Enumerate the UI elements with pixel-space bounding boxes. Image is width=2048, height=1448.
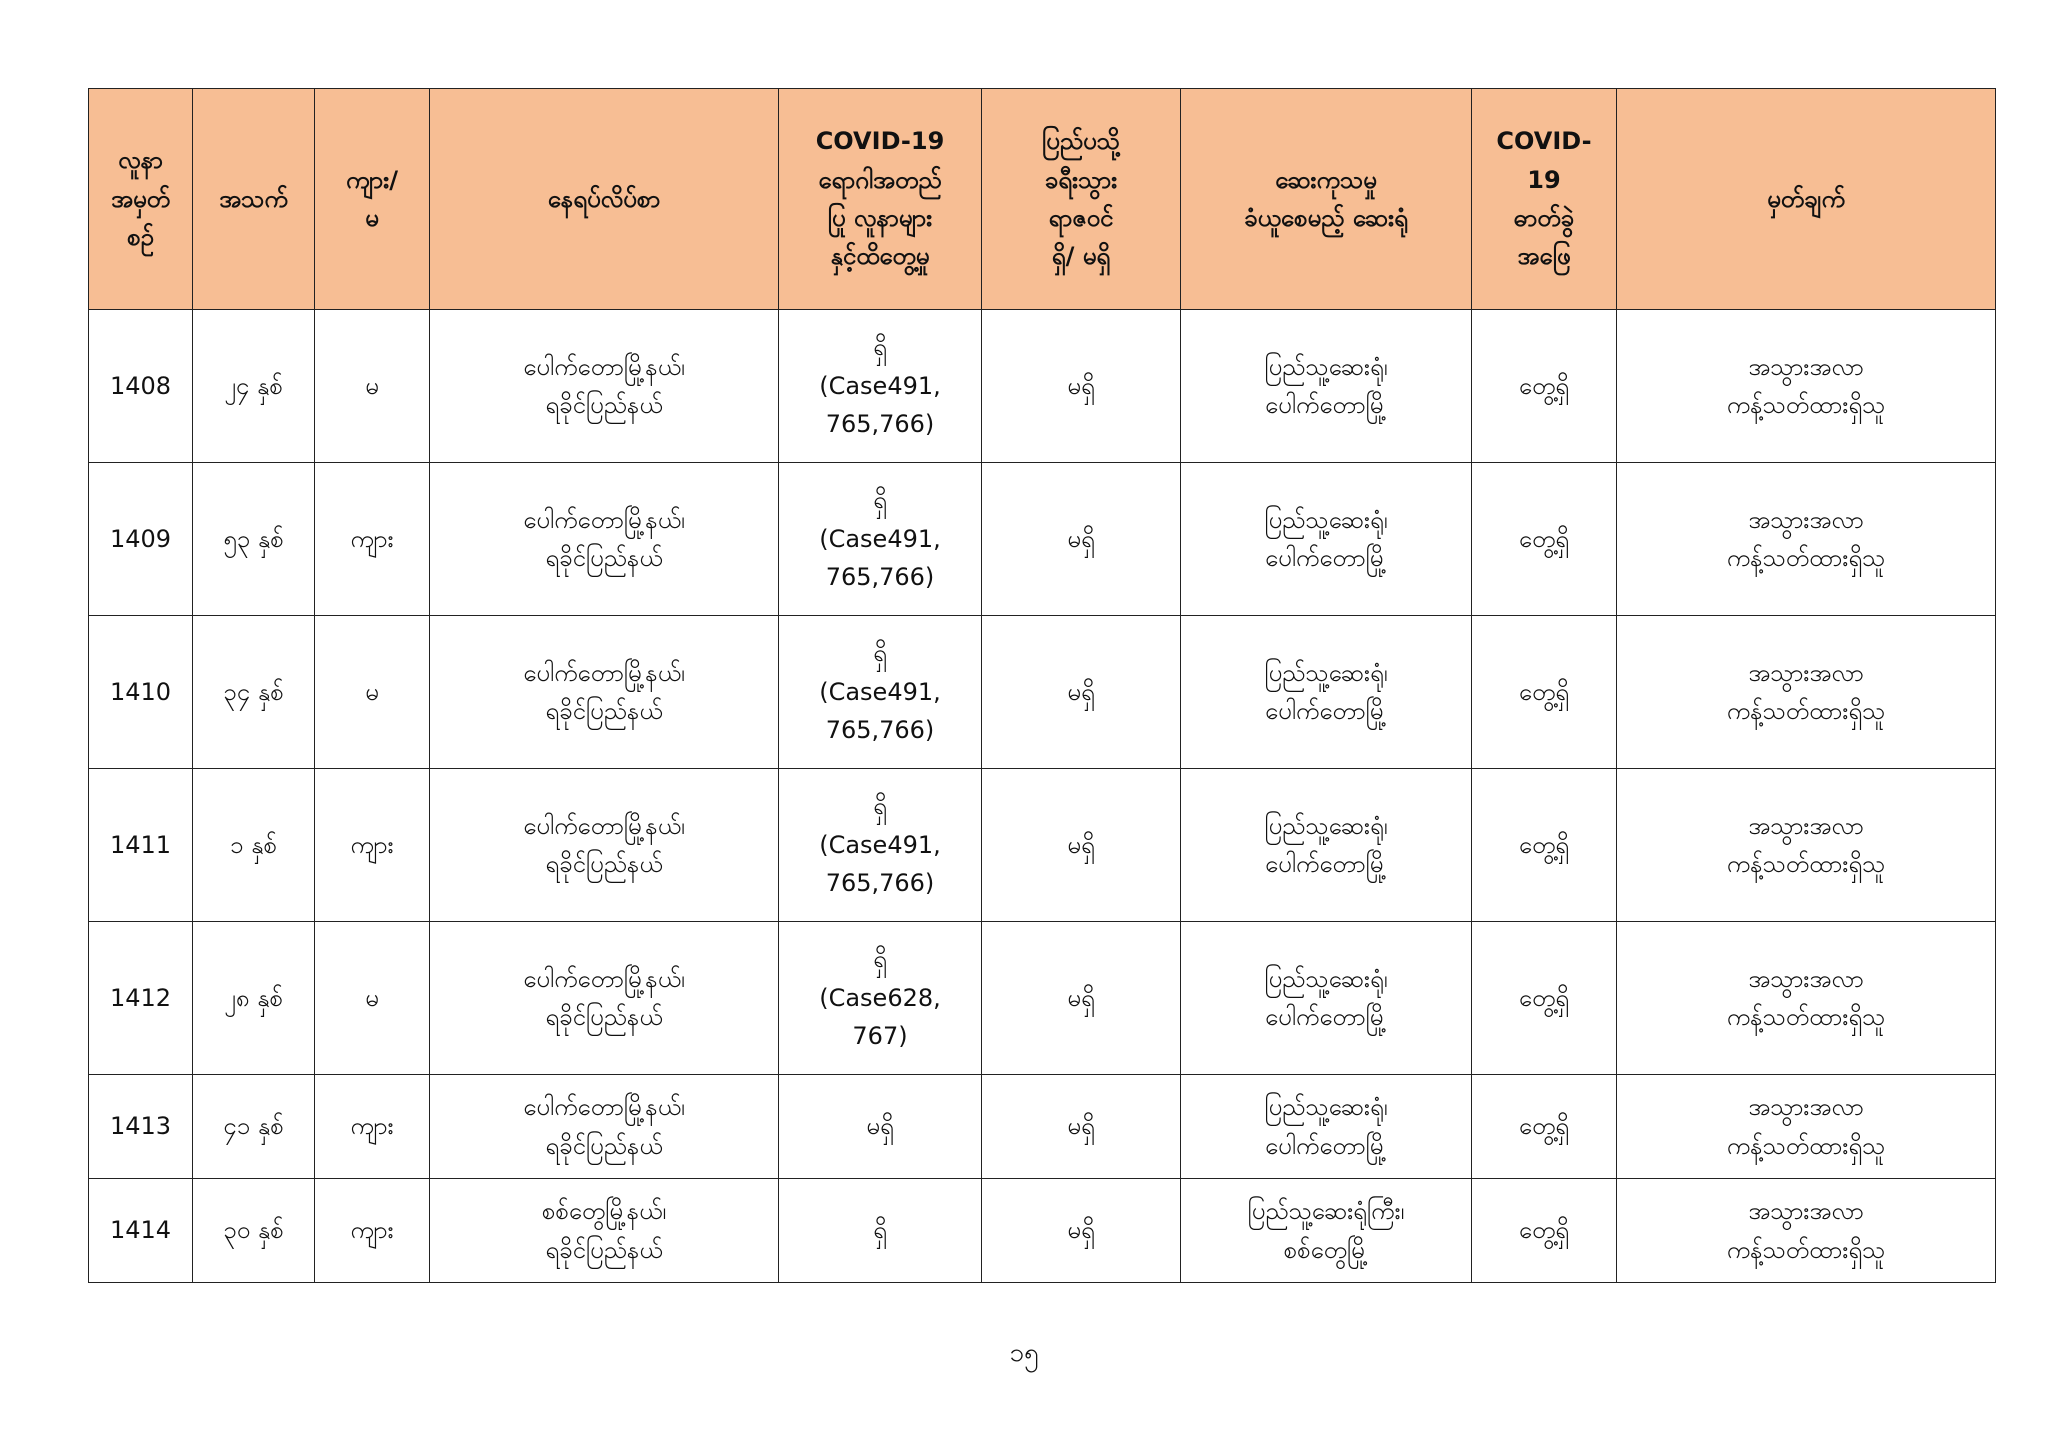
cell-lab-result: တွေ့ရှိ <box>1472 1075 1617 1179</box>
header-travel-history: ပြည်ပသို့ ခရီးသွား ရာဇဝင် ရှိ/ မရှိ <box>982 89 1181 310</box>
header-age: အသက် <box>193 89 315 310</box>
cell-age: ၃၄ နှစ် <box>193 616 315 769</box>
cell-remarks: အသွားအလာ ကန့်သတ်ထားရှိသူ <box>1617 310 1996 463</box>
cell-age: ၃၀ နှစ် <box>193 1179 315 1283</box>
cell-lab-result: တွေ့ရှိ <box>1472 922 1617 1075</box>
header-lab-result: COVID- 19 ဓာတ်ခွဲ အဖြေ <box>1472 89 1617 310</box>
cell-travel-history: မရှိ <box>982 1075 1181 1179</box>
cell-address: ပေါက်တောမြို့နယ်၊ ရခိုင်ပြည်နယ် <box>430 463 779 616</box>
cell-address: စစ်တွေမြို့နယ်၊ ရခိုင်ပြည်နယ် <box>430 1179 779 1283</box>
cell-lab-result: တွေ့ရှိ <box>1472 310 1617 463</box>
cell-lab-result: တွေ့ရှိ <box>1472 616 1617 769</box>
header-contact: COVID-19 ရောဂါအတည် ပြု လူနာများ နှင့်ထိတွေ့မှု <box>779 89 982 310</box>
cell-contact: ရှိ (Case491, 765,766) <box>779 616 982 769</box>
cell-contact: ရှိ (Case628, 767) <box>779 922 982 1075</box>
header-hospital: ဆေးကုသမှု ခံယူစေမည့် ဆေးရုံ <box>1181 89 1472 310</box>
cell-sex: မ <box>315 310 430 463</box>
cell-patient-no: 1409 <box>89 463 193 616</box>
cell-hospital: ပြည်သူ့ဆေးရုံ၊ ပေါက်တောမြို့ <box>1181 310 1472 463</box>
cell-lab-result: တွေ့ရှိ <box>1472 463 1617 616</box>
cell-sex: ကျား <box>315 1075 430 1179</box>
cell-contact: ရှိ (Case491, 765,766) <box>779 769 982 922</box>
cell-remarks: အသွားအလာ ကန့်သတ်ထားရှိသူ <box>1617 1179 1996 1283</box>
cell-address: ပေါက်တောမြို့နယ်၊ ရခိုင်ပြည်နယ် <box>430 310 779 463</box>
cell-remarks: အသွားအလာ ကန့်သတ်ထားရှိသူ <box>1617 769 1996 922</box>
cell-address: ပေါက်တောမြို့နယ်၊ ရခိုင်ပြည်နယ် <box>430 922 779 1075</box>
cell-patient-no: 1412 <box>89 922 193 1075</box>
cell-age: ၁ နှစ် <box>193 769 315 922</box>
cell-remarks: အသွားအလာ ကန့်သတ်ထားရှိသူ <box>1617 922 1996 1075</box>
cell-patient-no: 1414 <box>89 1179 193 1283</box>
header-remarks: မှတ်ချက် <box>1617 89 1996 310</box>
cell-sex: မ <box>315 922 430 1075</box>
cell-hospital: ပြည်သူ့ဆေးရုံ၊ ပေါက်တောမြို့ <box>1181 769 1472 922</box>
header-address: နေရပ်လိပ်စာ <box>430 89 779 310</box>
table-row <box>89 922 1996 1075</box>
header-sex: ကျား/ မ <box>315 89 430 310</box>
cell-remarks: အသွားအလာ ကန့်သတ်ထားရှိသူ <box>1617 1075 1996 1179</box>
cell-travel-history: မရှိ <box>982 1179 1181 1283</box>
cell-contact: မရှိ <box>779 1075 982 1179</box>
cell-travel-history: မရှိ <box>982 769 1181 922</box>
table-row <box>89 616 1996 769</box>
header-row <box>89 89 1996 310</box>
cell-contact: ရှိ (Case491, 765,766) <box>779 310 982 463</box>
cell-remarks: အသွားအလာ ကန့်သတ်ထားရှိသူ <box>1617 616 1996 769</box>
cell-sex: ကျား <box>315 1179 430 1283</box>
cell-lab-result: တွေ့ရှိ <box>1472 769 1617 922</box>
cell-age: ၄၁ နှစ် <box>193 1075 315 1179</box>
cell-age: ၅၃ နှစ် <box>193 463 315 616</box>
cell-address: ပေါက်တောမြို့နယ်၊ ရခိုင်ပြည်နယ် <box>430 1075 779 1179</box>
cell-hospital: ပြည်သူ့ဆေးရုံကြီး၊ စစ်တွေမြို့ <box>1181 1179 1472 1283</box>
cell-sex: ကျား <box>315 769 430 922</box>
cell-lab-result: တွေ့ရှိ <box>1472 1179 1617 1283</box>
table-row <box>89 769 1996 922</box>
cell-travel-history: မရှိ <box>982 616 1181 769</box>
cell-travel-history: မရှိ <box>982 922 1181 1075</box>
cell-patient-no: 1411 <box>89 769 193 922</box>
cell-address: ပေါက်တောမြို့နယ်၊ ရခိုင်ပြည်နယ် <box>430 616 779 769</box>
cell-age: ၂၄ နှစ် <box>193 310 315 463</box>
cell-contact: ရှိ (Case491, 765,766) <box>779 463 982 616</box>
table-row <box>89 1179 1996 1283</box>
page-number: ၁၅ <box>1009 1338 1039 1368</box>
cell-patient-no: 1408 <box>89 310 193 463</box>
table-row <box>89 310 1996 463</box>
cell-hospital: ပြည်သူ့ဆေးရုံ၊ ပေါက်တောမြို့ <box>1181 1075 1472 1179</box>
cell-hospital: ပြည်သူ့ဆေးရုံ၊ ပေါက်တောမြို့ <box>1181 616 1472 769</box>
patient-table <box>88 88 1996 1283</box>
table-row <box>89 1075 1996 1179</box>
cell-address: ပေါက်တောမြို့နယ်၊ ရခိုင်ပြည်နယ် <box>430 769 779 922</box>
table-row <box>89 463 1996 616</box>
cell-contact: ရှိ <box>779 1179 982 1283</box>
cell-hospital: ပြည်သူ့ဆေးရုံ၊ ပေါက်တောမြို့ <box>1181 922 1472 1075</box>
cell-travel-history: မရှိ <box>982 310 1181 463</box>
cell-patient-no: 1410 <box>89 616 193 769</box>
cell-travel-history: မရှိ <box>982 463 1181 616</box>
cell-remarks: အသွားအလာ ကန့်သတ်ထားရှိသူ <box>1617 463 1996 616</box>
cell-age: ၂၈ နှစ် <box>193 922 315 1075</box>
cell-hospital: ပြည်သူ့ဆေးရုံ၊ ပေါက်တောမြို့ <box>1181 463 1472 616</box>
header-patient-no: လူနာ အမှတ် စဉ် <box>89 89 193 310</box>
cell-sex: ကျား <box>315 463 430 616</box>
cell-patient-no: 1413 <box>89 1075 193 1179</box>
cell-sex: မ <box>315 616 430 769</box>
